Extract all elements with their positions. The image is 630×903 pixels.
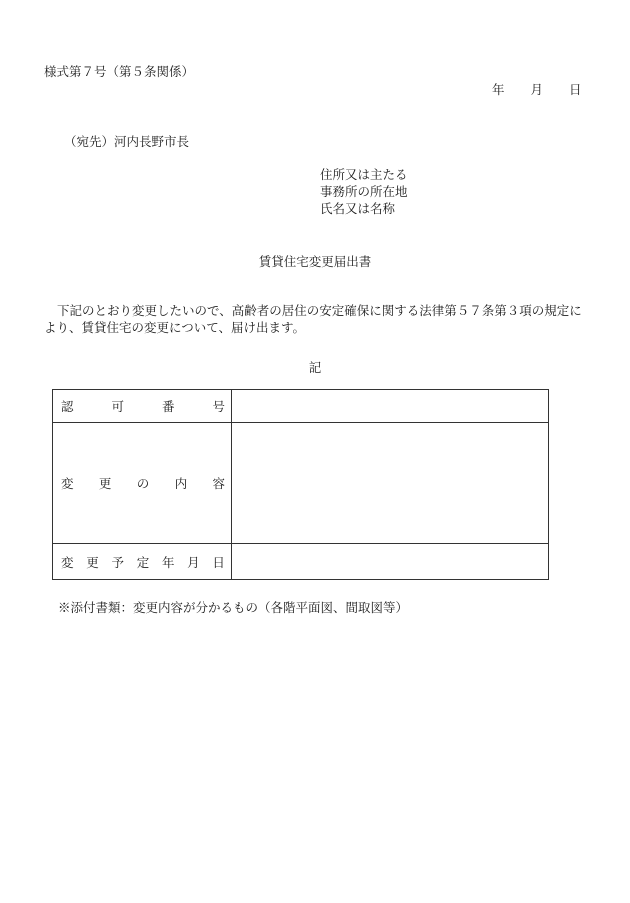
label-char: 可 [111,399,124,414]
label-char: 容 [212,476,225,491]
table-row [53,423,549,544]
form-number: 様式第７号（第５条関係） [44,64,195,79]
document-title: 賃貸住宅変更届出書 [258,254,372,269]
label-char: 内 [174,476,188,491]
applicant-block [320,166,408,217]
addressee: （宛先）河内長野市長 [64,134,190,149]
label-char: 更 [98,476,112,491]
table-row [53,390,549,423]
table-row [53,544,549,580]
applicant-address-label-1: 住所又は主たる [320,167,408,182]
change-details-table [52,389,549,580]
date-month-label: 月 [530,82,544,97]
scheduled-change-date-field[interactable] [232,544,549,580]
label-char: 月 [187,554,200,570]
scheduled-change-date-label [53,544,232,580]
label-char: 変 [61,476,74,491]
ki-heading: 記 [308,360,322,375]
label-char: の [136,476,150,491]
applicant-address-label-2: 事務所の所在地 [320,184,408,199]
date-line [492,80,582,98]
label-char: 更 [86,554,99,570]
label-char: 予 [111,554,124,570]
change-content-label [53,423,232,544]
label-char: 年 [161,554,175,570]
label-char: 日 [212,554,225,570]
label-char: 認 [61,399,74,414]
approval-number-label [53,390,232,423]
label-char: 号 [212,399,225,414]
label-char: 定 [136,554,150,570]
attachment-note: ※添付書類：変更内容が分かるもの（各階平面図、間取図等） [58,600,409,615]
change-content-field[interactable] [232,423,549,544]
label-char: 番 [161,399,175,414]
body-paragraph: 下記のとおり変更したいので、高齢者の居住の安定確保に関する法律第５７条第３項の規定により、賃貸住宅の変更について、届け出ます。 [44,303,582,335]
date-day-label: 日 [569,82,582,97]
applicant-name-label: 氏名又は名称 [320,201,396,216]
approval-number-field[interactable] [232,390,549,423]
date-year-label: 年 [492,82,505,97]
label-char: 変 [61,554,74,570]
